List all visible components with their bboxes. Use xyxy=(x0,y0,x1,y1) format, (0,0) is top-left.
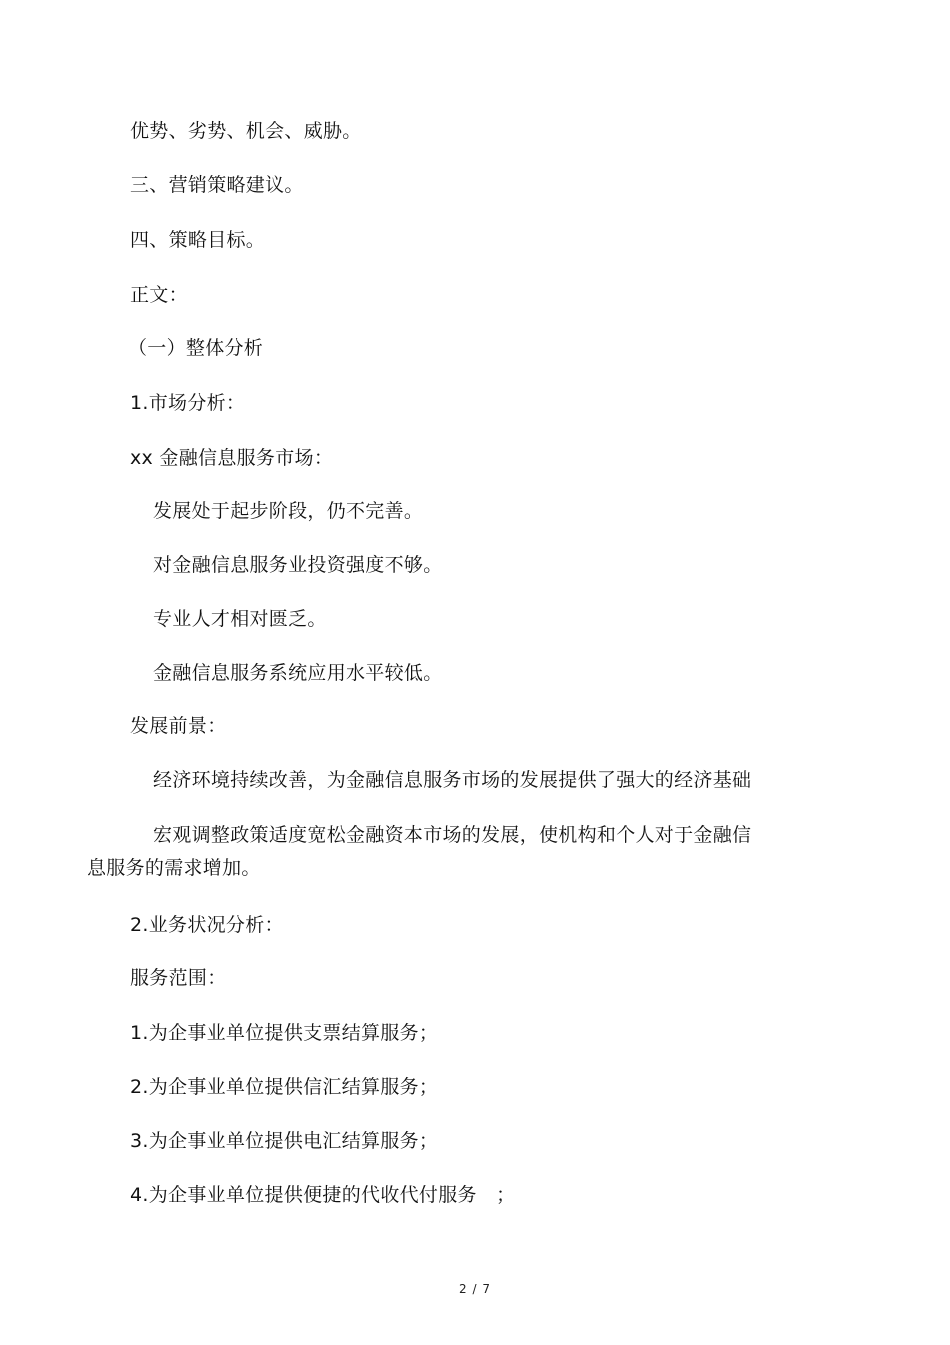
list-item: 金融信息服务系统应用水平较低。 xyxy=(153,662,443,684)
list-item: 2.为企事业单位提供信汇结算服务； xyxy=(130,1076,439,1098)
list-item: 专业人才相对匮乏。 xyxy=(153,608,327,630)
section-heading: 1.市场分析： xyxy=(130,392,246,414)
paragraph-line: xx 金融信息服务市场： xyxy=(130,447,334,469)
paragraph-line: 经济环境持续改善，为金融信息服务市场的发展提供了强大的经济基础 xyxy=(153,769,752,791)
page-number: 2 / 7 xyxy=(459,1282,491,1296)
paragraph-line: 宏观调整政策适度宽松金融资本市场的发展，使机构和个人对于金融信 xyxy=(153,824,752,846)
paragraph-line: 正文： xyxy=(130,284,188,306)
list-item: 3.为企事业单位提供电汇结算服务； xyxy=(130,1130,439,1152)
paragraph-line: 息服务的需求增加。 xyxy=(87,857,261,879)
section-heading: 三、营销策略建议。 xyxy=(130,174,304,196)
paragraph-line: 服务范围： xyxy=(130,967,227,989)
section-heading: （一）整体分析 xyxy=(128,337,264,359)
list-item: 4.为企事业单位提供便捷的代收代付服务 ； xyxy=(130,1184,516,1206)
list-item: 1.为企事业单位提供支票结算服务； xyxy=(130,1022,439,1044)
paragraph-line: 优势、劣势、机会、威胁。 xyxy=(130,120,362,142)
section-heading: 四、策略目标。 xyxy=(130,229,266,251)
paragraph-line: 发展前景： xyxy=(130,715,227,737)
list-item: 对金融信息服务业投资强度不够。 xyxy=(153,554,443,576)
list-item: 发展处于起步阶段，仍不完善。 xyxy=(153,500,424,522)
section-heading: 2.业务状况分析： xyxy=(130,914,284,936)
